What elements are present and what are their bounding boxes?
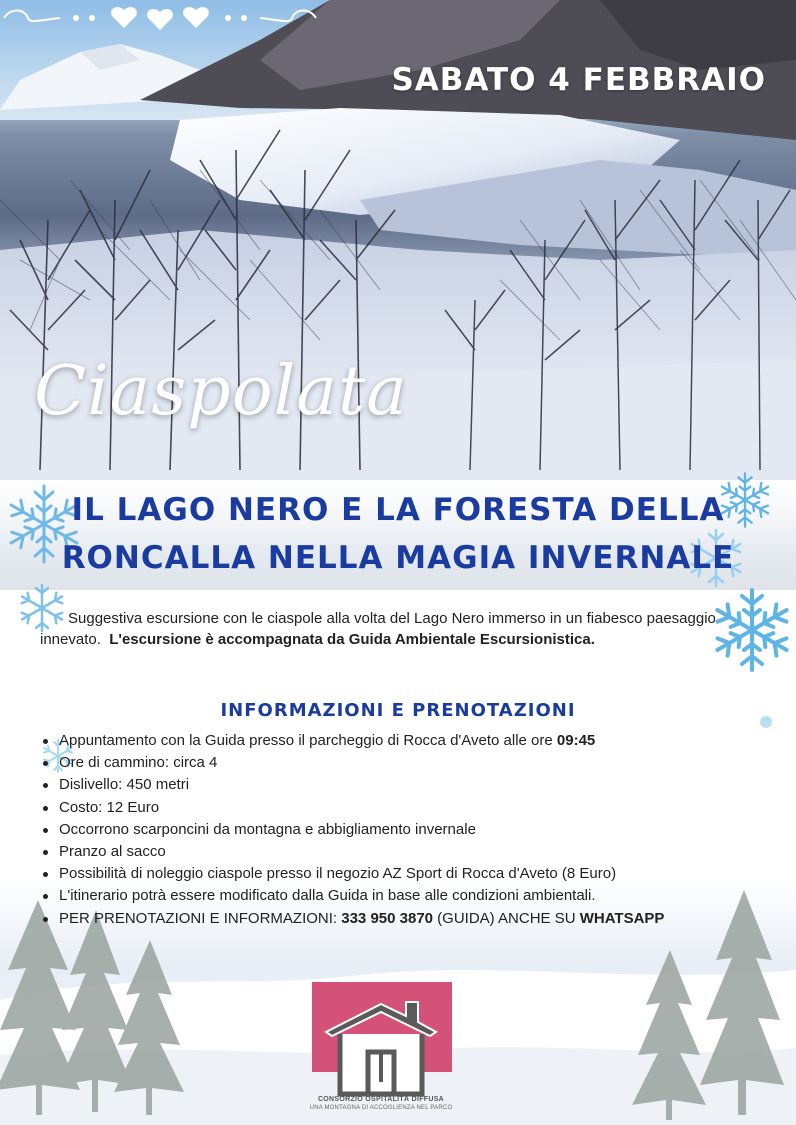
list-item-text: Occorrono scarponcini da montagna e abbigliamento invernale (59, 820, 476, 838)
list-item (42, 797, 762, 819)
logo-name: CONSORZIO OSPITALITÀ DIFFUSA (317, 1096, 445, 1103)
list-item-text: Ore di cammino: circa 4 (59, 754, 218, 772)
intro-guide-note: L'escursione è accompagnata da Guida Ambientale Escursionistica. (109, 631, 595, 648)
logo-tagline: UNA MONTAGNA DI ACCOGLIENZA NEL PARCO (309, 1105, 453, 1111)
info-section-title: INFORMAZIONI E PRENOTAZIONI (220, 700, 576, 721)
contact-item (42, 908, 762, 930)
heart-ornament (0, 0, 320, 36)
event-date: SABATO 4 FEBBRAIO (391, 62, 766, 98)
list-item-text: Dislivello: 450 metri (59, 776, 190, 794)
info-list (42, 730, 762, 930)
list-item-text: Costo: 12 Euro (59, 798, 160, 816)
list-item-text: Possibilità di noleggio ciaspole presso il negozio AZ Sport di Rocca d'Aveto (8 Euro) (59, 865, 617, 883)
list-item-text: Pranzo al sacco (59, 843, 166, 861)
script-title: Ciaspolata (34, 352, 408, 431)
list-item (42, 841, 762, 863)
hero-photo (0, 0, 796, 480)
intro-paragraph (40, 608, 730, 650)
headline-line-2: RONCALLA NELLA MAGIA INVERNALE (61, 540, 735, 576)
list-item (42, 752, 762, 774)
contact-middle: (GUIDA) ANCHE SU (433, 909, 580, 927)
event-headline (0, 486, 796, 582)
list-item (42, 885, 762, 907)
contact-whatsapp: WHATSAPP (579, 909, 665, 927)
list-item (42, 819, 762, 841)
intro-text: Suggestiva escursione con le ciaspole alla volta del Lago Nero immerso in un fiabesco paesaggio innevato. (40, 610, 716, 648)
list-item (42, 774, 762, 796)
list-item-text: Appuntamento con la Guida presso il parcheggio di Rocca d'Aveto alle ore (59, 732, 557, 749)
contact-phone[interactable]: 333 950 3870 (341, 909, 434, 927)
list-item (42, 863, 762, 885)
headline-line-1: IL LAGO NERO E LA FORESTA DELLA (71, 492, 725, 528)
contact-prefix: PER PRENOTAZIONI E INFORMAZIONI: (59, 909, 342, 927)
meeting-time: 09:45 (556, 732, 596, 749)
list-item (42, 730, 762, 752)
list-item-text: L'itinerario potrà essere modificato dalla Guida in base alle condizioni ambientali. (59, 887, 596, 905)
heart-icon (111, 7, 209, 30)
